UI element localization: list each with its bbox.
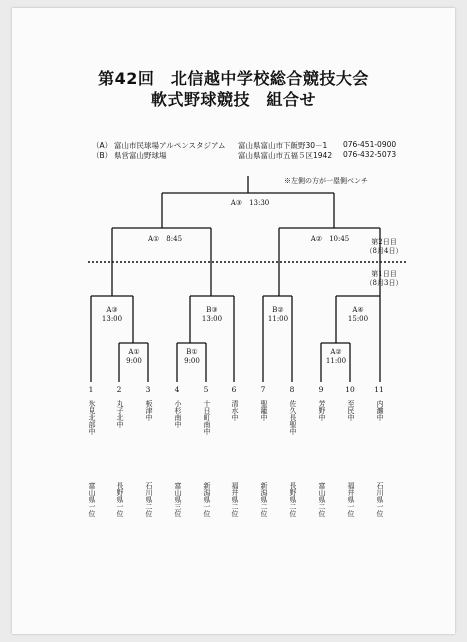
- day2-date: （8月4日）: [365, 247, 403, 255]
- team-school: 至民中: [347, 400, 355, 421]
- team-prefecture-seed: 富山県一位: [88, 482, 96, 517]
- day1-date: （8月3日）: [365, 279, 403, 287]
- day2-label: 第2日目: [371, 238, 397, 246]
- team-prefecture-seed: 富山県二位: [318, 482, 326, 517]
- team-prefecture-seed: 石川県二位: [145, 482, 153, 517]
- team-prefecture-seed: 福井県一位: [347, 482, 355, 517]
- venue-b-name: 県営富山野球場: [114, 151, 167, 160]
- venue-a-code: （A）: [92, 141, 113, 150]
- team-number: 7: [260, 385, 266, 394]
- r1a-time: 9:00: [126, 357, 142, 365]
- team-school: 清水中: [231, 400, 239, 421]
- day1-label: 第1日目: [371, 270, 397, 278]
- page-subtitle: 軟式野球競技 組合せ: [150, 90, 316, 109]
- venue-a-phone: 076-451-0900: [343, 140, 397, 149]
- team-number: 3: [145, 385, 151, 394]
- team-prefecture-seed: 長野県二位: [289, 482, 297, 517]
- qf1-time: 13:00: [101, 315, 123, 323]
- team-number: 1: [88, 385, 94, 394]
- team-prefecture-seed: 新潟県二位: [260, 482, 268, 517]
- qf3-venue: B②: [272, 306, 284, 314]
- team-school: 丸子北中: [116, 400, 124, 428]
- team-prefecture-seed: 福井県二位: [231, 482, 239, 517]
- venue-b-code: （B）: [92, 151, 113, 160]
- r1b-venue: B①: [186, 348, 198, 356]
- team-number: 9: [318, 385, 324, 394]
- team-school: 氷見北部中: [88, 400, 96, 435]
- semi-right-game-label: A② 10:45: [310, 235, 350, 243]
- team-school: 板津中: [145, 400, 153, 421]
- team-number: 8: [289, 385, 295, 394]
- qf1-venue: A③: [106, 306, 118, 314]
- team-number: 5: [203, 385, 209, 394]
- team-number: 4: [174, 385, 180, 394]
- team-number: 11: [374, 385, 384, 394]
- r1b-time: 9:00: [184, 357, 200, 365]
- team-school: 十日町南中: [203, 400, 211, 435]
- qf2-venue: B③: [206, 306, 218, 314]
- qf2-time: 13:00: [201, 315, 223, 323]
- team-prefecture-seed: 新潟県一位: [203, 482, 211, 517]
- r1c-time: 11:00: [325, 357, 347, 365]
- team-prefecture-seed: 富山県三位: [174, 482, 182, 517]
- team-number: 10: [345, 385, 355, 394]
- team-school: 内灘中: [376, 400, 384, 421]
- venue-a-name: 富山市民球場アルペンスタジアム: [114, 141, 226, 150]
- team-prefecture-seed: 長野県一位: [116, 482, 124, 517]
- page-title: 第42回 北信越中学校総合競技大会: [98, 69, 369, 88]
- team-school: 佐久長聖中: [289, 400, 297, 435]
- venue-b-address: 富山県富山市五福５区1942: [238, 151, 333, 160]
- team-number: 6: [231, 385, 237, 394]
- final-game-label: A③ 13:30: [230, 199, 270, 207]
- team-school: 芳野中: [318, 400, 326, 421]
- venue-a-address: 富山県富山市下飯野30－1: [238, 141, 328, 150]
- team-school: 小杉南中: [174, 400, 182, 428]
- bench-note: ※左側の方が一塁側ベンチ: [284, 177, 368, 185]
- r1a-venue: A①: [128, 348, 140, 356]
- qf4-venue: A④: [352, 306, 364, 314]
- team-school: 聖籠中: [260, 400, 268, 421]
- team-prefecture-seed: 石川県一位: [376, 482, 384, 517]
- venue-b-phone: 076-432-5073: [343, 150, 397, 159]
- semi-left-game-label: A① 8:45: [147, 235, 183, 243]
- r1c-venue: A②: [330, 348, 342, 356]
- qf4-time: 15:00: [347, 315, 369, 323]
- qf3-time: 11:00: [267, 315, 289, 323]
- team-number: 2: [116, 385, 122, 394]
